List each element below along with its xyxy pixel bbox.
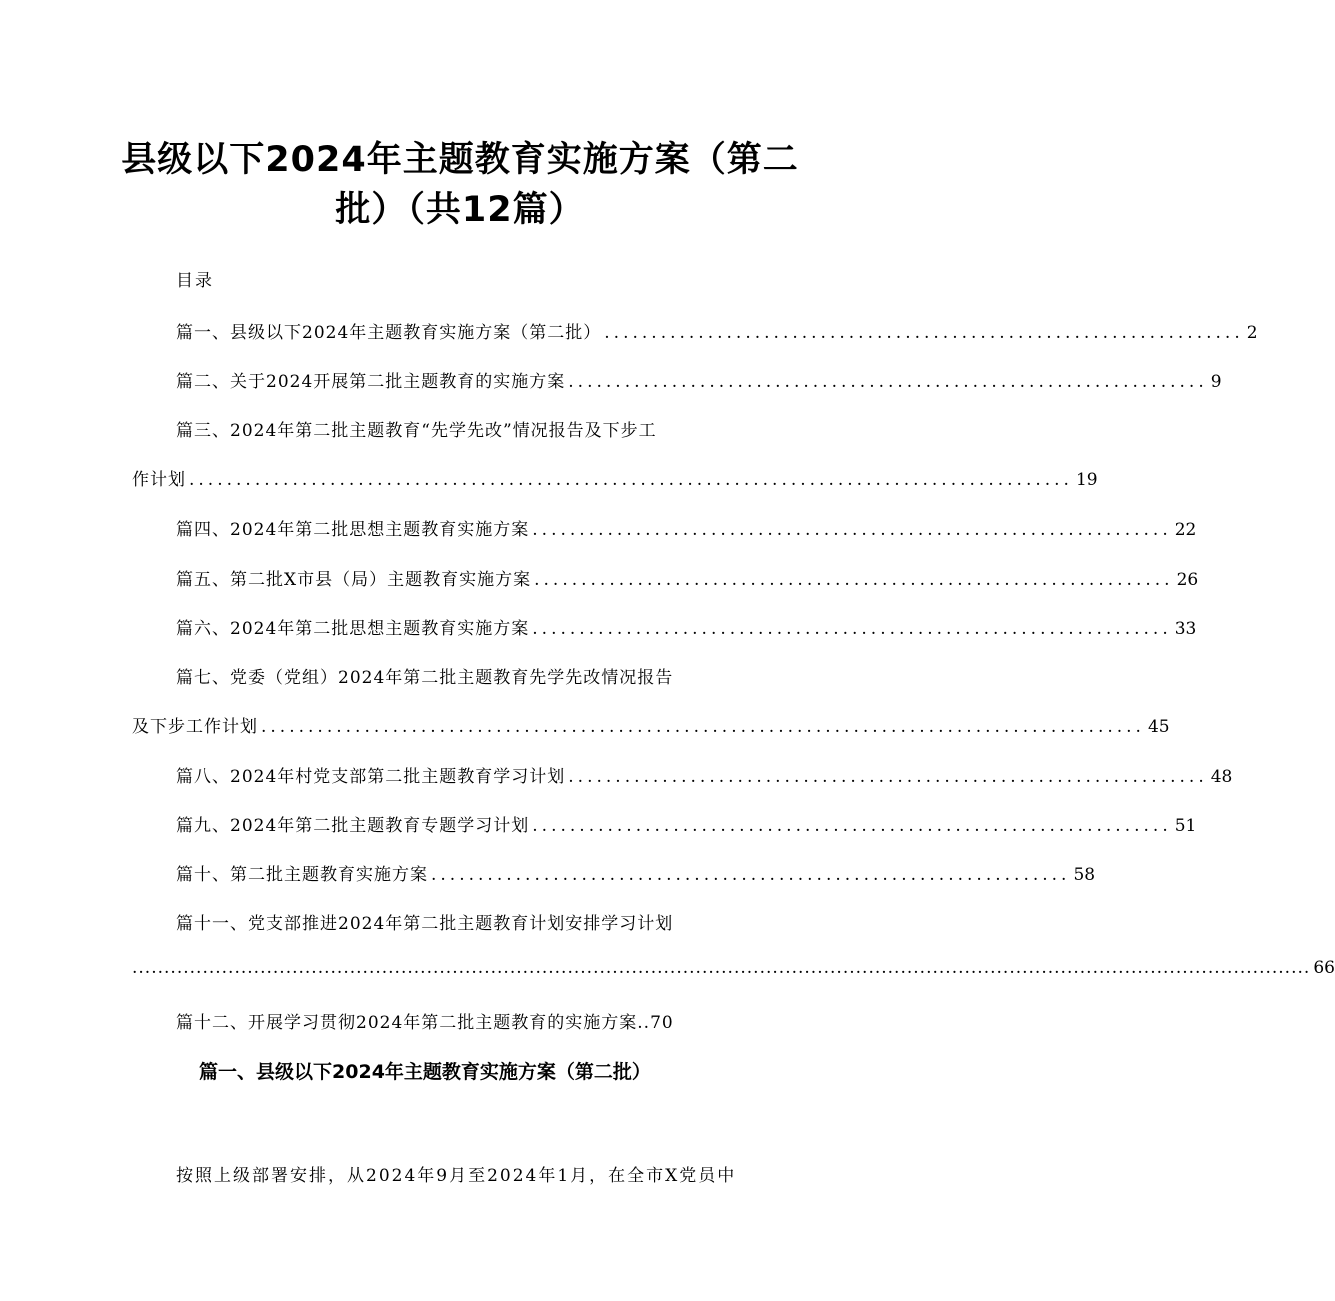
toc-entry-9[interactable] xyxy=(176,811,1197,836)
toc-entry-3[interactable] xyxy=(176,416,657,441)
toc-entry-text: 篇十、第二批主题教育实施方案 xyxy=(176,865,428,885)
toc-page-number: 51 xyxy=(1174,816,1197,836)
toc-entry-7-continuation[interactable] xyxy=(132,712,1170,737)
toc-entry-3-continuation[interactable] xyxy=(132,465,1098,490)
toc-entry-text: 篇五、第二批X市县（局）主题教育实施方案 xyxy=(176,570,532,590)
toc-leader-dots: .................................................................... xyxy=(532,520,1172,540)
toc-entry-11[interactable] xyxy=(176,909,673,934)
toc-entry-text: 篇七、党委（党组）2024年第二批主题教育先学先改情况报告 xyxy=(176,668,674,688)
toc-entry-text-continued: 及下步工作计划 xyxy=(132,717,258,737)
toc-leader-dots: .................................................................... xyxy=(604,323,1244,343)
toc-page-number: 45 xyxy=(1147,717,1170,737)
toc-leader-dots: .................................................................... xyxy=(431,865,1071,885)
toc-label: 目录 xyxy=(176,271,214,291)
toc-page-number: 2 xyxy=(1246,323,1258,343)
toc-page-number: 33 xyxy=(1174,619,1197,639)
toc-entry-text: 篇八、2024年村党支部第二批主题教育学习计划 xyxy=(176,767,566,787)
toc-entry-text: 篇四、2024年第二批思想主题教育实施方案 xyxy=(176,520,530,540)
document-title-line-1: 县级以下2024年主题教育实施方案（第二 xyxy=(121,140,799,180)
toc-entry-text: 篇六、2024年第二批思想主题教育实施方案 xyxy=(176,619,530,639)
toc-page-number: 19 xyxy=(1075,470,1098,490)
toc-entry-text: 篇十一、党支部推进2024年第二批主题教育计划安排学习计划 xyxy=(176,914,674,934)
toc-entry-5[interactable] xyxy=(176,565,1199,590)
toc-entry-text: 篇二、关于2024开展第二批主题教育的实施方案 xyxy=(176,372,566,392)
toc-entry-10[interactable] xyxy=(176,860,1096,885)
toc-entry-text-continued: 作计划 xyxy=(132,470,186,490)
section-heading: 篇一、县级以下2024年主题教育实施方案（第二批） xyxy=(199,1061,651,1083)
toc-leader-dots: .................................................................... xyxy=(568,767,1208,787)
toc-page-number: 26 xyxy=(1176,570,1199,590)
toc-leader-dots: .................................................................... xyxy=(568,372,1208,392)
toc-entry-8[interactable] xyxy=(176,762,1233,787)
toc-entry-text: 篇一、县级以下2024年主题教育实施方案（第二批） xyxy=(176,323,602,343)
body-paragraph: 按照上级部署安排，从2024年9月至2024年1月，在全市X党员中 xyxy=(176,1166,737,1186)
toc-leader-dots: ........................................................................................................................................................................................ xyxy=(132,958,1311,978)
toc-entry-text: 篇十二、开展学习贯彻2024年第二批主题教育的实施方案..70 xyxy=(176,1013,674,1033)
toc-entry-text: 篇九、2024年第二批主题教育专题学习计划 xyxy=(176,816,530,836)
document-title-line-2: 批）（共12篇） xyxy=(335,190,585,230)
toc-leader-dots: .............................................................................................. xyxy=(261,717,1145,737)
toc-page-number: 66 xyxy=(1313,958,1335,978)
toc-leader-dots: .................................................................... xyxy=(532,619,1172,639)
toc-leader-dots: .............................................................................................. xyxy=(189,470,1073,490)
toc-entry-11-continuation[interactable] xyxy=(132,958,1335,978)
toc-page-number: 48 xyxy=(1210,767,1233,787)
toc-leader-dots: .................................................................... xyxy=(534,570,1174,590)
toc-entry-6[interactable] xyxy=(176,614,1197,639)
toc-page-number: 58 xyxy=(1073,865,1096,885)
toc-entry-2[interactable] xyxy=(176,367,1222,392)
toc-entry-7[interactable] xyxy=(176,663,673,688)
toc-entry-4[interactable] xyxy=(176,515,1197,540)
toc-entry-text: 篇三、2024年第二批主题教育“先学先改”情况报告及下步工 xyxy=(176,421,657,441)
toc-page-number: 9 xyxy=(1210,372,1222,392)
toc-page-number: 22 xyxy=(1174,520,1197,540)
toc-entry-1[interactable] xyxy=(176,318,1258,343)
toc-entry-12[interactable] xyxy=(176,1008,674,1033)
toc-leader-dots: .................................................................... xyxy=(532,816,1172,836)
